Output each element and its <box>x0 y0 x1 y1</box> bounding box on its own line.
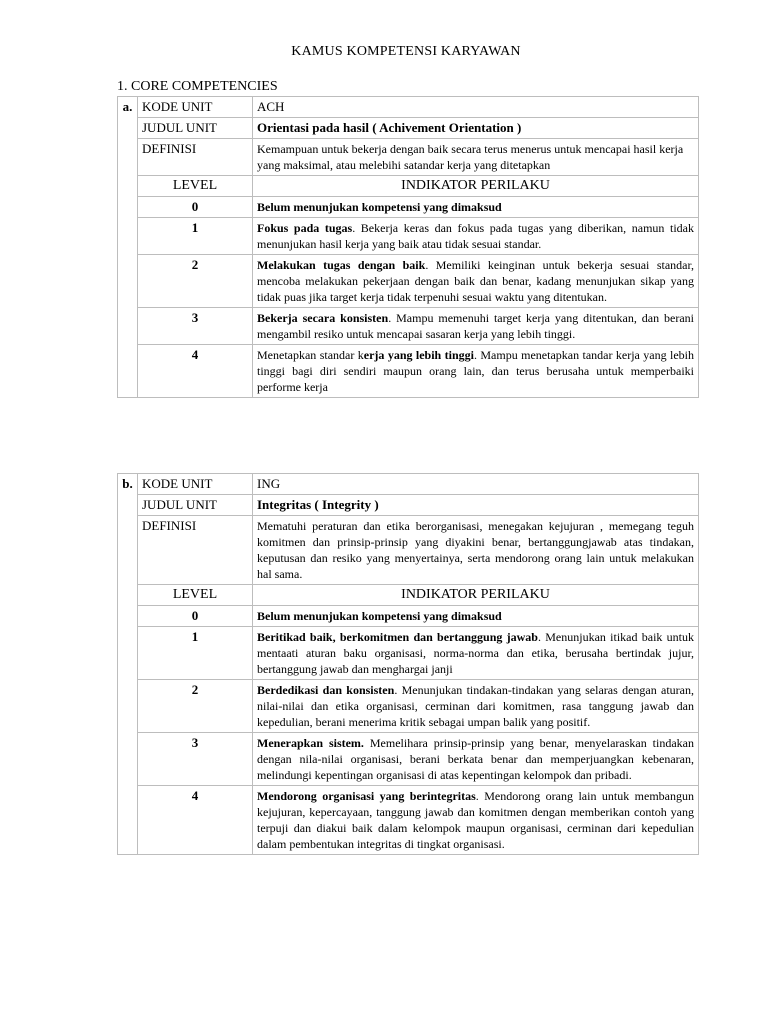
section-title: 1. CORE COMPETENCIES <box>117 79 278 94</box>
kode-unit-label: KODE UNIT <box>138 474 253 495</box>
indicator-text <box>253 606 699 627</box>
level-row <box>118 218 699 255</box>
judul-unit-value: Integritas ( Integrity ) <box>253 495 699 516</box>
level-number: 0 <box>138 197 253 218</box>
definisi-row <box>118 139 699 176</box>
indicator-description: . Menunjukan itikad baik untuk mentaati aturan baku organisasi, norma-norma dan etika, berusaha bertindak jujur, bertanggung jawab dan menghargai janji <box>257 630 694 676</box>
level-header: LEVEL <box>138 585 253 606</box>
indicator-bold: Fokus pada tugas <box>257 221 353 235</box>
judul-unit-value: Orientasi pada hasil ( Achivement Orientation ) <box>253 118 699 139</box>
judul-unit-label: JUDUL UNIT <box>138 118 253 139</box>
indicator-text <box>253 786 699 855</box>
indicator-description: . Mendorong orang lain untuk membangun kejujuran, kepercayaan, tanggung jawab dan komitmen dengan memberikan contoh yang terpuji dan diakui baik dalam kelompok maupun organisasi, cerminan dari kepedulian dalam pembentukan integritas di tingkat organisasi. <box>257 789 694 851</box>
judul-unit-row <box>118 118 699 139</box>
level-row <box>118 308 699 345</box>
indicator-description: . Mampu menetapkan tandar kerja yang lebih tinggi bagi diri sendiri maupun orang lain, dan terus berusaha untuk memperbaiki performe kerja <box>257 348 694 394</box>
indicator-description: . Memiliki keinginan untuk bekerja sesuai standar, mencoba melakukan pekerjaan dengan baik dan benar, kadang menunjukan sikap yang tidak puas jika target kerja tidak terpenuhi sesuai waktu yang ditentukan. <box>257 258 694 304</box>
indicator-bold: Menerapkan sistem. <box>257 736 364 750</box>
level-number: 3 <box>138 733 253 786</box>
indicator-text <box>253 255 699 308</box>
kode-unit-row <box>118 97 699 118</box>
indicator-bold: Beritikad baik, berkomitmen dan bertanggung jawab <box>257 630 538 644</box>
level-number: 2 <box>138 255 253 308</box>
unit-letter: a. <box>118 97 138 398</box>
level-row <box>118 197 699 218</box>
header-row <box>118 176 699 197</box>
competency-table-a <box>117 96 699 398</box>
indicator-bold: Belum menunjukan kompetensi yang dimaksud <box>257 200 502 214</box>
indicator-bold: Berdedikasi dan konsisten <box>257 683 395 697</box>
kode-unit-value: ACH <box>253 97 699 118</box>
indicator-text <box>253 627 699 680</box>
level-number: 4 <box>138 786 253 855</box>
kode-unit-label: KODE UNIT <box>138 97 253 118</box>
indicator-bold: Belum menunjukan kompetensi yang dimaksud <box>257 609 502 623</box>
definisi-value: Kemampuan untuk bekerja dengan baik secara terus menerus untuk mencapai hasil kerja yang maksimal, atau melebihi satandar kerja yang ditetapkan <box>253 139 699 176</box>
indicator-text <box>253 218 699 255</box>
indicator-description: Memelihara prinsip-prinsip yang benar, menyelaraskan tindakan dengan nila-nilai organisasi, berani berkata benar dan memperjuangkan kebenaran, melindungi kepentingan organisasi di atas kepentingan kelompok dan pribadi. <box>257 736 694 782</box>
indicator-text <box>253 345 699 398</box>
level-row <box>118 255 699 308</box>
level-row <box>118 606 699 627</box>
judul-unit-row <box>118 495 699 516</box>
indicator-prefix: Menetapkan standar k <box>257 348 364 362</box>
indicator-bold: erja yang lebih tinggi <box>363 348 474 362</box>
level-header: LEVEL <box>138 176 253 197</box>
indicator-bold: Bekerja secara konsisten <box>257 311 389 325</box>
indicator-text <box>253 197 699 218</box>
kode-unit-row <box>118 474 699 495</box>
level-number: 4 <box>138 345 253 398</box>
level-number: 2 <box>138 680 253 733</box>
level-number: 3 <box>138 308 253 345</box>
indicator-bold: Melakukan tugas dengan baik <box>257 258 426 272</box>
definisi-value: Mematuhi peraturan dan etika berorganisasi, menegakan kejujuran , memegang teguh komitmen dan prinsip-prinsip yang diyakini benar, bertanggungjawab atas tindakan, keputusan dan resiko yang menyertainya, serta mendorong orang lain untuk melakukan hal sama. <box>253 516 699 585</box>
level-row <box>118 680 699 733</box>
definisi-row <box>118 516 699 585</box>
indicator-description: . Mampu memenuhi target kerja yang ditentukan, dan berani mengambil resiko untuk mencapai sasaran kerja yang lebih tinggi. <box>257 311 694 341</box>
indikator-header: INDIKATOR PERILAKU <box>253 176 699 197</box>
level-number: 1 <box>138 218 253 255</box>
definisi-label: DEFINISI <box>138 139 253 176</box>
unit-letter: b. <box>118 474 138 855</box>
judul-unit-label: JUDUL UNIT <box>138 495 253 516</box>
level-row <box>118 786 699 855</box>
definisi-label: DEFINISI <box>138 516 253 585</box>
indicator-description: . Bekerja keras dan fokus pada tugas yang diberikan, namun tidak menunjukan hasil kerja yang baik atau tidak sesuai standar. <box>257 221 694 251</box>
level-row <box>118 627 699 680</box>
level-row <box>118 345 699 398</box>
document-title: KAMUS KOMPETENSI KARYAWAN <box>291 44 521 59</box>
level-row <box>118 733 699 786</box>
indicator-text <box>253 308 699 345</box>
level-number: 1 <box>138 627 253 680</box>
indicator-text <box>253 733 699 786</box>
indicator-bold: Mendorong organisasi yang berintegritas <box>257 789 476 803</box>
competency-table-b <box>117 473 699 855</box>
indicator-description: . Menunjukan tindakan-tindakan yang selaras dengan aturan, nilai-nilai dan etika organisasi, cerminan dari komitmen, rasa tanggung jawab dan kepedulian, berani menerima kritik sebagai umpan balik yang positif. <box>257 683 694 729</box>
level-number: 0 <box>138 606 253 627</box>
header-row <box>118 585 699 606</box>
indikator-header: INDIKATOR PERILAKU <box>253 585 699 606</box>
indicator-text <box>253 680 699 733</box>
kode-unit-value: ING <box>253 474 699 495</box>
